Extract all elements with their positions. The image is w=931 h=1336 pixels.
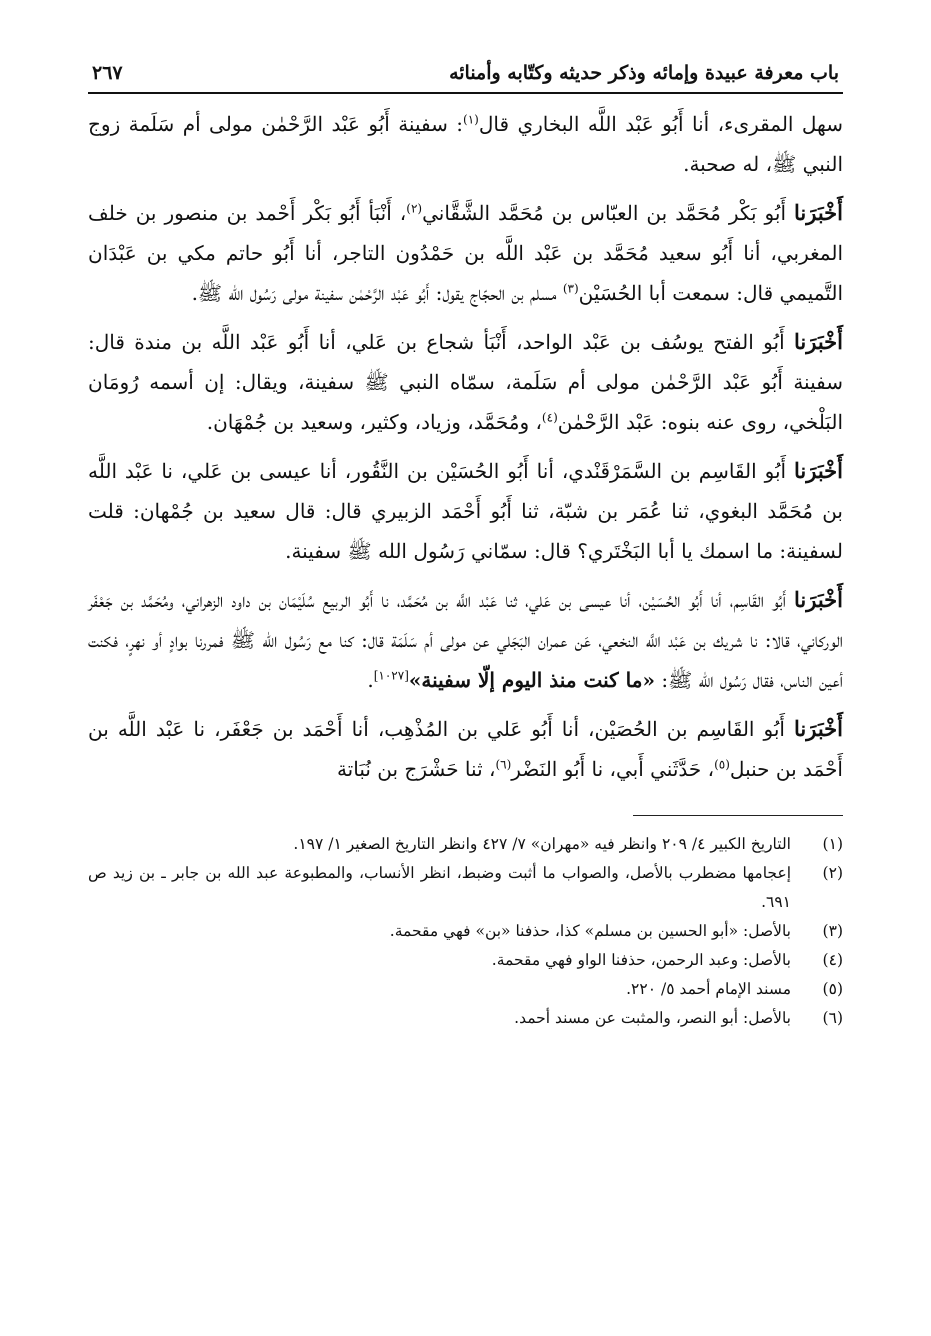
paragraph-text: . <box>367 668 374 692</box>
paragraph-2 <box>88 193 843 313</box>
paragraph-text: ، ومُحَمَّد، وزياد، وكثير، وسعيد بن جُمْهَان. <box>206 410 542 434</box>
paragraph-text: أَبُو القَاسِم بن السَّمَرْقَنْدي، أنا أَبُو الحُسَيْن بن النَّقُور، أنا عيسى بن عَلي، نا عَبْد اللَّه بن مُحَمَّد البغوي، ثنا عُمَر بن شبّة، ثنا أَبُو أَحْمَد الزبيري قال: قال سعيد بن جُمْهان: قلت لسفينة: ما اسمك يا أبا البَخْتَري؟ قال: سمّاني رَسُول الله ﷺ سفينة. <box>88 459 843 563</box>
footnote-text: بالأصل: وعبد الرحمن، حذفنا الواو فهي مقحمة. <box>491 951 791 969</box>
hadith-quote: «ما كنت منذ اليوم إلّا سفينة» <box>408 668 655 692</box>
footnote-text: بالأصل: أبو النصر، والمثبت عن مسند أحمد. <box>514 1009 791 1027</box>
footnote-number: (٤) <box>822 951 843 969</box>
paragraph-text: أَبُو القَاسِم، أنا أَبُو الحُسَيْن، أنا عيسى بن عَلي، ثنا عَبْد اللَّه بن مُحَمَّد، نا أَبُو الربيع سُلَيْمَان بن داود الزهراني، ومُحَمَّد بن جَعْفَر الوركاني، قالا: نا شريك بن عَبْد اللَّه النخعي، عَن عمران البَجَلي عن مولى أم سَلَمَة قال: كنا مع رَسُول الله ﷺ فمررنا بوادٍ أو نهرٍ، فكنت أعين الناس، فقال رَسُول الله ﷺ: <box>88 588 843 692</box>
paragraph-text: : سفينة أَبُو عَبْد الرَّحْمٰن مولى أم سَلَمة زوج النبي ﷺ، له صحبة. <box>88 112 843 176</box>
footnote-item <box>88 946 843 975</box>
main-text <box>88 104 843 789</box>
paragraph-text: أَبُو القَاسِم بن الحُصَيْن، أنا أَبُو عَلي بن المُذْهِب، أنا أَحْمَد بن جَعْفَر، نا عَبْد اللَّه بن أَحْمَد بن حنبل <box>88 717 843 781</box>
paragraph-5 <box>88 580 843 700</box>
paragraph-6 <box>88 709 843 789</box>
footnote-text: مسند الإمام أحمد ٥/ ٢٢٠. <box>626 980 791 998</box>
akhbarana-lead: أَخْبَرَنا <box>794 716 843 741</box>
footnote-ref[interactable]: (٤) <box>541 410 558 425</box>
footnote-number: (٣) <box>822 922 843 940</box>
akhbarana-lead: أَخْبَرَنا <box>794 329 843 354</box>
footnote-item <box>88 1004 843 1033</box>
paragraph-text: ، أَنْبَأ أَبُو بَكْر أَحْمد بن منصور بن خلف المغربي، أنا أَبُو سعيد مُحَمَّد بن عَبْد اللَّه بن حَمْدُون التاجر، أنا أَبُو حاتم مكي بن عَبْدَان التَّميمي قال: سمعت أبا الحُسَيْن <box>88 201 843 305</box>
paragraph-text: أَبُو الفتح يوسُف بن عَبْد الواحد، أَنْبَأ شجاع بن عَلي، أنا أَبُو عَبْد اللَّه بن مندة قال: سفينة أَبُو عَبْد الرَّحْمٰن مولى أم سَلَمة، سمّاه النبي ﷺ سفينة، ويقال: إن أسمه رُومَان البَلْخي، روى عنه بنوه: عَبْد الرَّحْمٰن <box>88 330 843 434</box>
footnote-number: (٥) <box>822 980 843 998</box>
page-number: ٢٦٧ <box>92 62 123 84</box>
footnote-item <box>88 830 843 859</box>
footnotes <box>88 830 843 1033</box>
paragraph-3 <box>88 322 843 442</box>
footnote-item <box>88 859 843 917</box>
footnote-item <box>88 917 843 946</box>
footnote-divider <box>633 815 843 816</box>
footnote-item <box>88 975 843 1004</box>
footnote-ref[interactable]: (٦) <box>495 757 512 772</box>
footnote-number: (١) <box>822 835 843 853</box>
paragraph-text: ، حَدَّثَني أَبي، نا أَبُو النَضْر <box>511 757 715 781</box>
akhbarana-lead: أَخْبَرَنا <box>794 200 843 225</box>
footnote-text: التاريخ الكبير ٤/ ٢٠٩ وانظر فيه «مهران» ٧/ ٤٢٧ وانظر التاريخ الصغير ١/ ١٩٧. <box>293 835 791 853</box>
paragraph-4 <box>88 451 843 571</box>
footnote-number: (٦) <box>822 1009 843 1027</box>
paragraph-1 <box>88 104 843 184</box>
footnote-number: (٢) <box>822 864 843 882</box>
paragraph-text: أَبُو بَكْر مُحَمَّد بن العبّاس بن مُحَمَّد الشَّقَّاني <box>422 201 795 225</box>
footnote-ref[interactable]: (٥) <box>714 757 730 772</box>
akhbarana-lead: أَخْبَرَنا <box>794 587 843 612</box>
paragraph-text: ، ثنا حَشْرَج بن نُبَاتة <box>336 757 496 781</box>
footnote-ref[interactable]: (١) <box>463 112 479 127</box>
footnote-ref[interactable]: (٣) <box>562 281 579 296</box>
paragraph-text: سهل المقرىء، أنا أَبُو عَبْد اللَّه البخاري قال <box>478 112 843 136</box>
footnote-text: بالأصل: «أبو الحسين بن مسلم» كذا، حذفنا «بن» فهي مقحمة. <box>389 922 791 940</box>
footnote-text: إعجامها مضطرب بالأصل، والصواب ما أثبت وضبط، انظر الأنساب، والمطبوعة عبد الله بن جابر ـ بن زيد ص ٦٩١. <box>88 864 791 911</box>
akhbarana-lead: أَخْبَرَنا <box>794 458 843 483</box>
hadith-number: [١٠٢٧] <box>373 668 409 683</box>
running-header <box>88 62 843 94</box>
footnote-ref[interactable]: (٢) <box>406 201 423 216</box>
chapter-title: باب معرفة عبيدة وإمائه وذكر حديثه وكتّابه وأمنائه <box>449 62 839 84</box>
paragraph-text: مسلم بن الحجّاج يقول: أَبُو عَبْد الرَّحْمٰن سفينة مولى رَسُول الله ﷺ. <box>191 281 563 305</box>
